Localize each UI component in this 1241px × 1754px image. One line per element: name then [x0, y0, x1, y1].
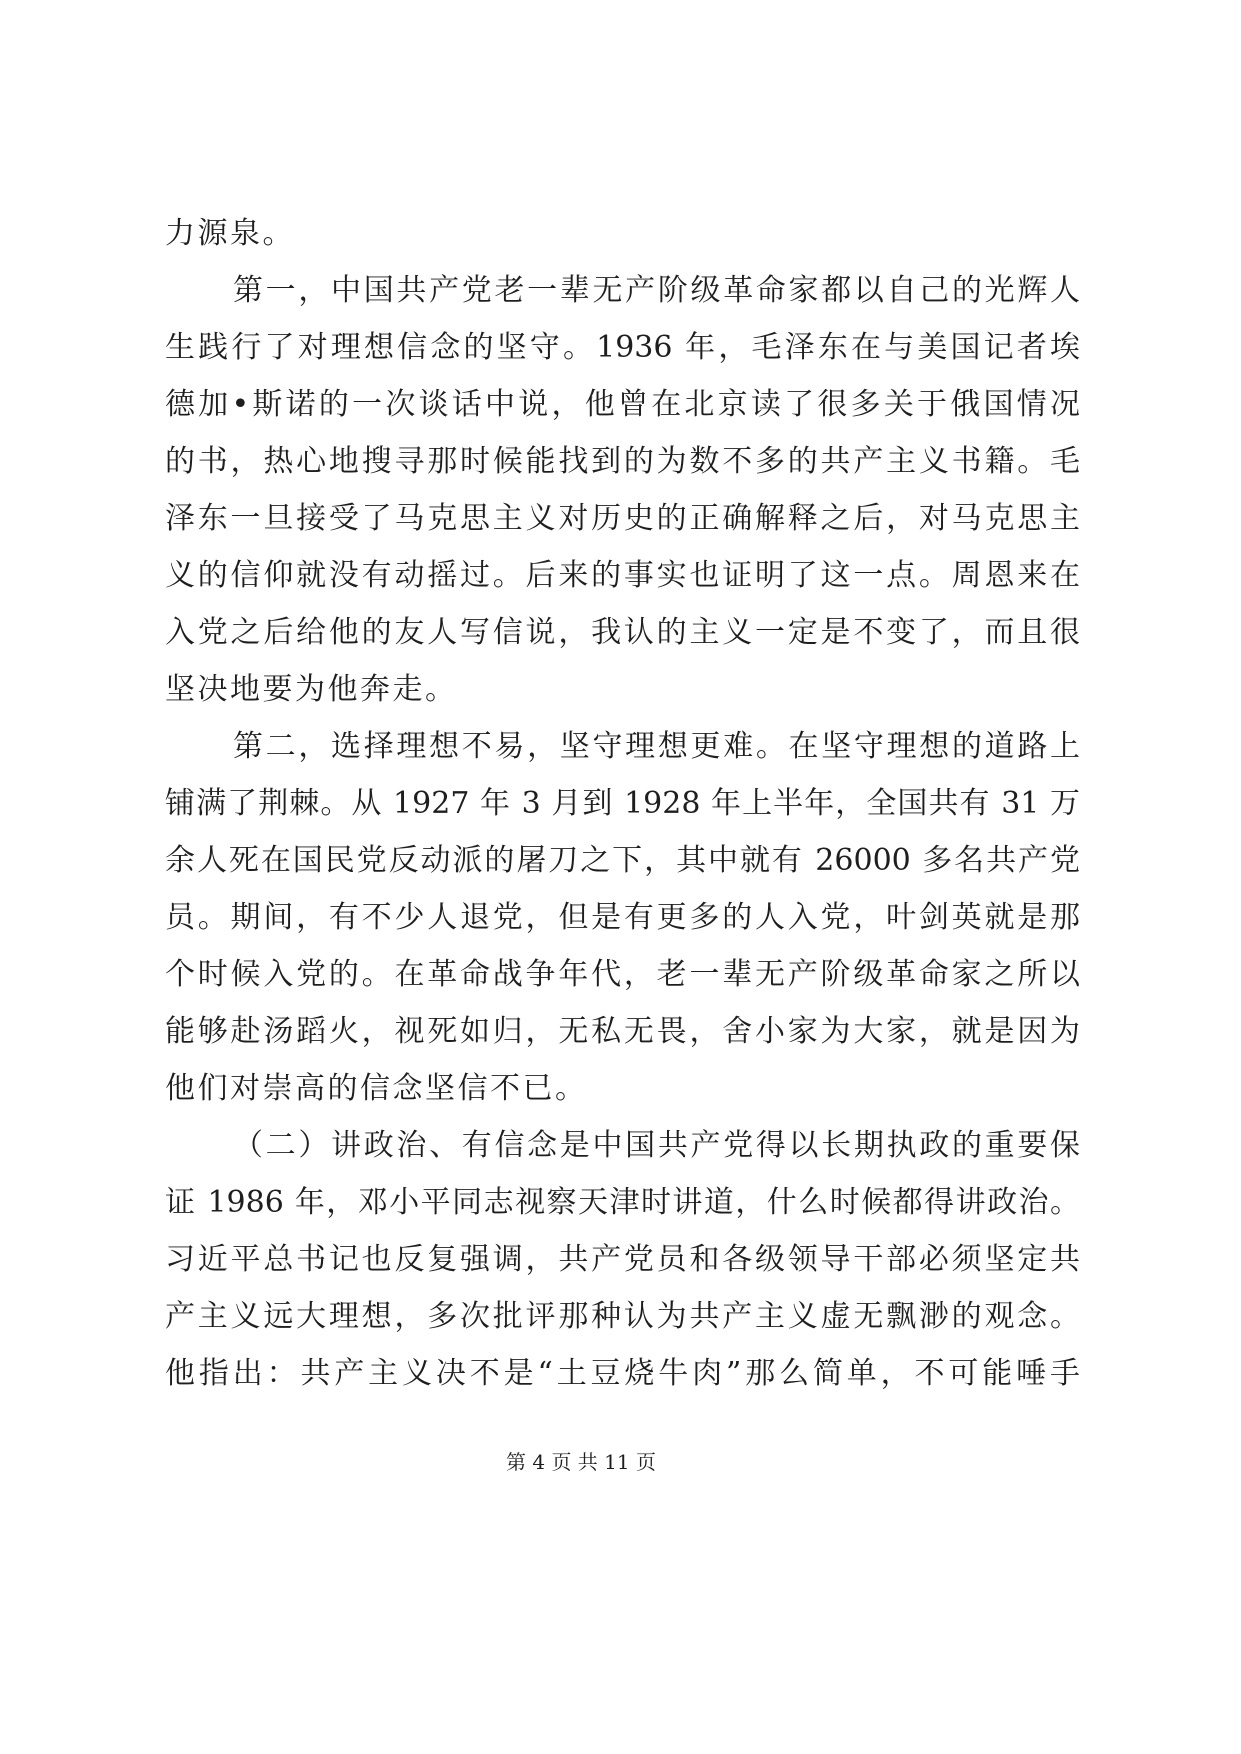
- text-line: 的书，热心地搜寻那时候能找到的为数不多的共产主义书籍。毛: [165, 444, 1080, 479]
- text-line: 泽东一旦接受了马克思主义对历史的正确解释之后，对马克思主: [165, 501, 1080, 536]
- text-line: 个时候入党的。在革命战争年代，老一辈无产阶级革命家之所以: [165, 957, 1080, 992]
- text-line: 入党之后给他的友人写信说，我认的主义一定是不变了，而且很: [165, 615, 1080, 650]
- text-line: 他指出：共产主义决不是“土豆烧牛肉”那么简单，不可能唾手: [165, 1356, 1080, 1391]
- paragraph-first-line: 第二，选择理想不易，坚守理想更难。在坚守理想的道路上: [233, 729, 1080, 764]
- body-text: [165, 205, 1080, 1402]
- section-heading-line: （二）讲政治、有信念是中国共产党得以长期执政的重要保: [233, 1128, 1080, 1163]
- text-line: 产主义远大理想，多次批评那种认为共产主义虚无飘渺的观念。: [165, 1299, 1080, 1334]
- text-line: 证 1986 年，邓小平同志视察天津时讲道，什么时候都得讲政治。: [165, 1185, 1080, 1220]
- text-line: 能够赴汤蹈火，视死如归，无私无畏，舍小家为大家，就是因为: [165, 1014, 1080, 1049]
- text-line: 德加•斯诺的一次谈话中说，他曾在北京读了很多关于俄国情况: [165, 387, 1080, 422]
- text-line: 余人死在国民党反动派的屠刀之下，其中就有 26000 多名共产党: [165, 843, 1080, 878]
- text-line: 义的信仰就没有动摇过。后来的事实也证明了这一点。周恩来在: [165, 558, 1080, 593]
- paragraph-first-line: 第一，中国共产党老一辈无产阶级革命家都以自己的光辉人: [233, 273, 1080, 308]
- text-line: 坚决地要为他奔走。: [165, 672, 458, 707]
- text-line: 员。期间，有不少人退党，但是有更多的人入党，叶剑英就是那: [165, 900, 1080, 935]
- text-line: 他们对崇高的信念坚信不已。: [165, 1071, 588, 1106]
- text-line: 铺满了荆棘。从 1927 年 3 月到 1928 年上半年，全国共有 31 万: [165, 786, 1080, 821]
- text-line: 生践行了对理想信念的坚守。1936 年，毛泽东在与美国记者埃: [165, 330, 1080, 365]
- text-line: 习近平总书记也反复强调，共产党员和各级领导干部必须坚定共: [165, 1242, 1080, 1277]
- text-line: 力源泉。: [165, 216, 295, 251]
- page-number-footer: 第 4 页 共 11 页: [506, 1450, 656, 1474]
